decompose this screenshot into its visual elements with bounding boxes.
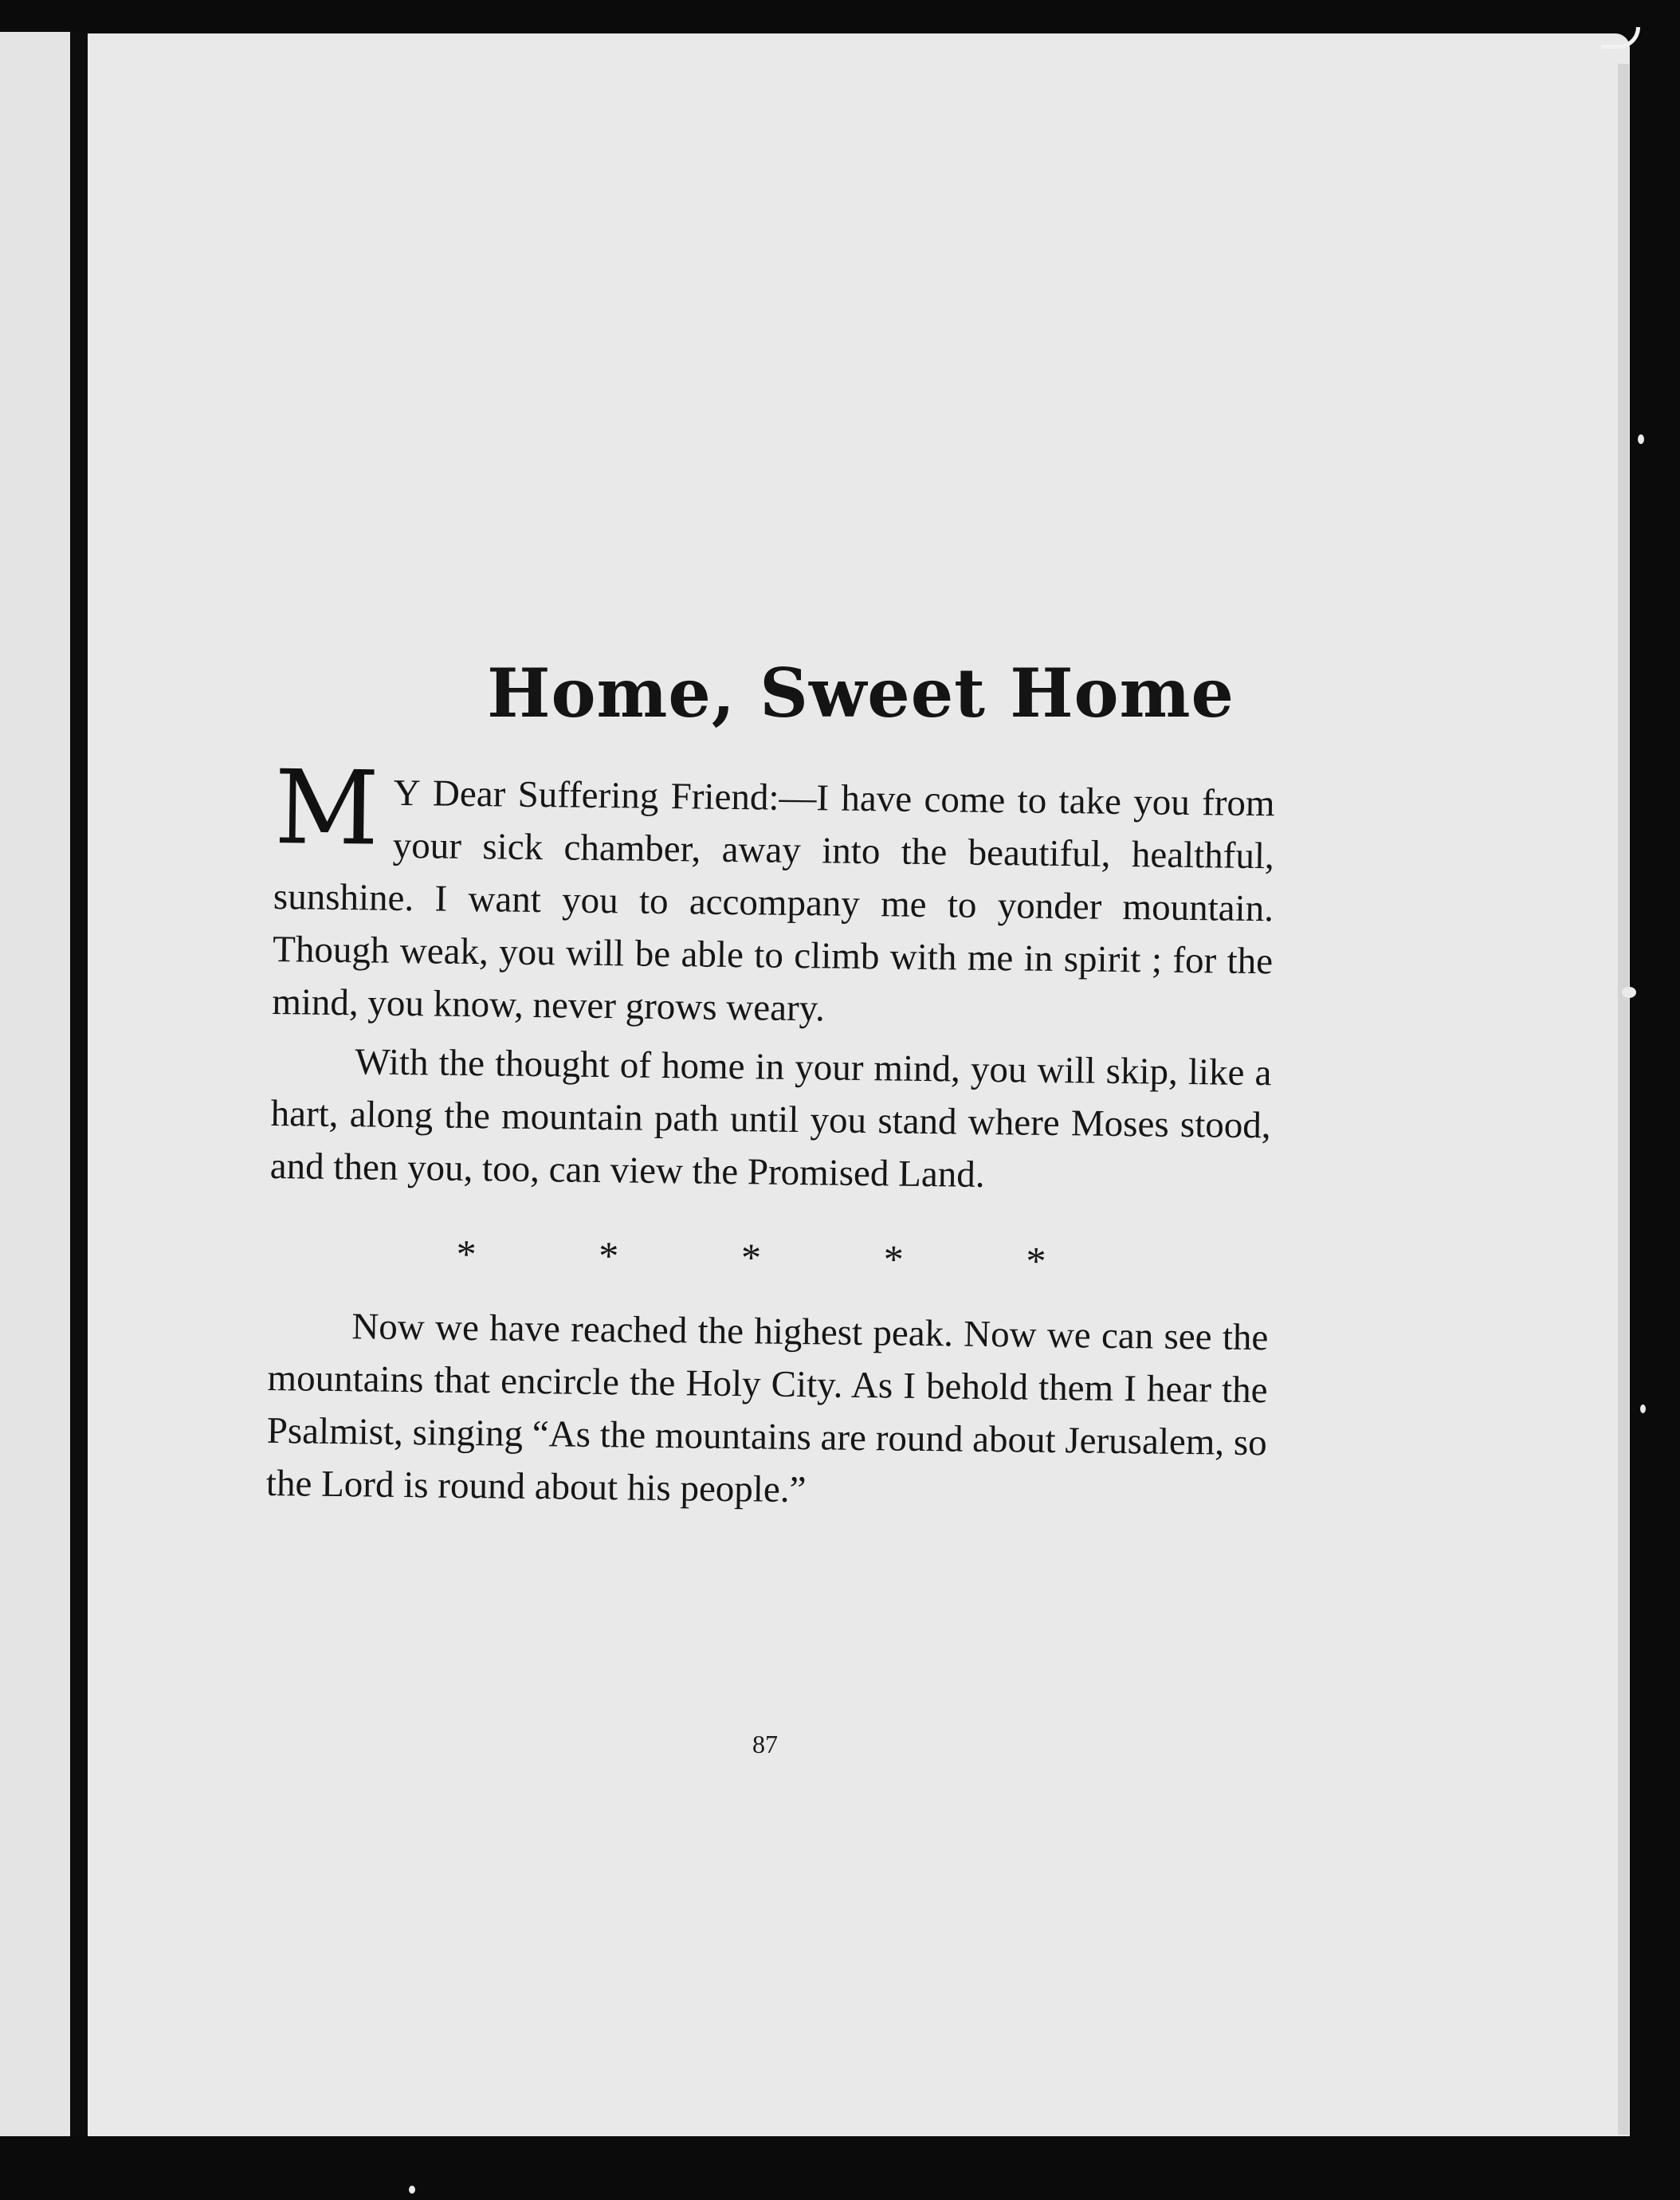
- opening-paragraph-text: Dear Suffering Friend:—I have come to take you from your sick chamber, away into the beautiful, healthful, sunshine. I want you to accompany me to yonder mountain. Though weak, you will be able to climb with me in spirit ; for the mind, you know, never grows weary.: [272, 772, 1275, 1030]
- opening-paragraph: [272, 748, 1275, 1040]
- drop-cap-letter: M: [273, 748, 380, 869]
- book-gutter: [70, 32, 88, 2136]
- separator-asterisk: *: [456, 1231, 477, 1277]
- facing-page-edge: [0, 32, 70, 2136]
- page-number: 87: [752, 1730, 778, 1758]
- scan-speck: [409, 2186, 415, 2194]
- separator-asterisk: *: [598, 1233, 619, 1279]
- section-separator: [456, 1230, 1046, 1285]
- body-text: [265, 748, 1275, 1522]
- scan-speck: [1638, 434, 1644, 444]
- scan-speck: [1640, 1404, 1646, 1413]
- opening-lead-letter: Y: [393, 772, 421, 815]
- scan-corner-mark: [1601, 27, 1640, 49]
- separator-asterisk: *: [1026, 1238, 1046, 1283]
- second-paragraph: With the thought of home in your mind, you will skip, like a hart, along the mountain path until you stand where Moses stood, and then you, too, can view the Promised Land.: [269, 1041, 1272, 1196]
- page-edge-strip: [1618, 64, 1629, 2135]
- separator-asterisk: *: [883, 1236, 905, 1282]
- third-paragraph: Now we have reached the highest peak. Now we can see the mountains that encircle the Holy City. As I behold them I hear the Psalmist, singing “As the mountains are round about Jerusalem, so the Lord is round about his people.”: [265, 1306, 1269, 1511]
- chapter-title: Home, Sweet Home: [487, 654, 1234, 733]
- separator-asterisk: *: [740, 1235, 762, 1280]
- scan-speck: [1622, 987, 1636, 998]
